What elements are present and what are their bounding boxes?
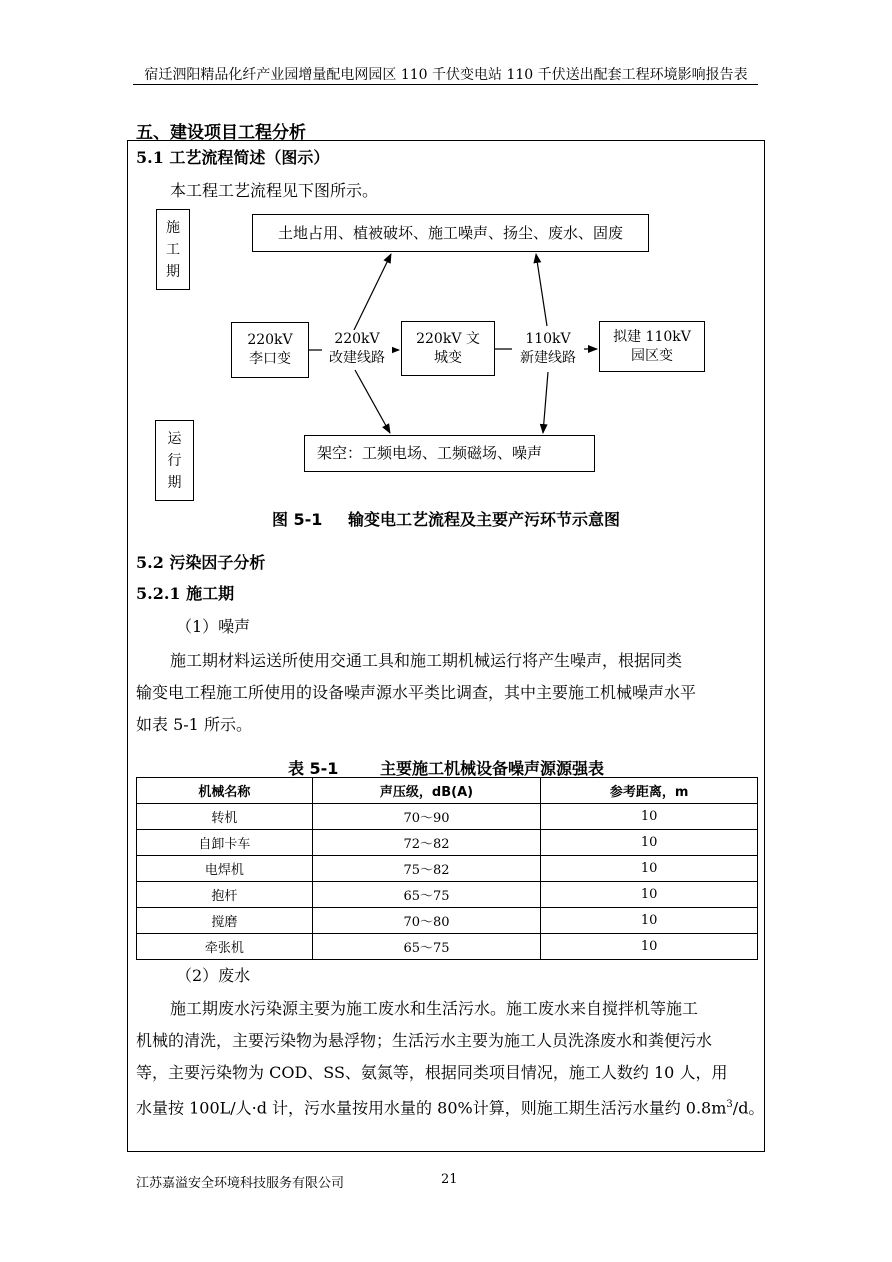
figure-number: 图 5-1 bbox=[271, 510, 323, 529]
node-likou-substation bbox=[231, 322, 309, 378]
item-wastewater-heading: （2）废水 bbox=[176, 966, 251, 985]
edge-label-line: 220kV bbox=[334, 331, 380, 347]
edge-label-110kv-line bbox=[512, 330, 584, 368]
subsection-title-5-2-1: 5.2.1 施工期 bbox=[136, 584, 235, 603]
paragraph-line: 等，主要污染物为 COD、SS、氨氮等，根据同类项目情况，施工人数约 10 人，用 bbox=[136, 1063, 728, 1082]
node-line: 220kV bbox=[247, 332, 293, 348]
phase-operation-char: 行 bbox=[167, 452, 182, 469]
table-cell: 72～82 bbox=[312, 830, 541, 856]
edge-label-line: 110kV bbox=[525, 331, 571, 347]
node-line: 220kV 文 bbox=[416, 330, 480, 347]
table-cell: 抱杆 bbox=[137, 882, 313, 908]
table-cell: 70～90 bbox=[312, 804, 541, 830]
node-park-substation bbox=[599, 321, 705, 372]
table-cell: 自卸卡车 bbox=[137, 830, 313, 856]
subsection-title-5-1: 5.1 工艺流程简述（图示） bbox=[136, 148, 330, 167]
node-line: 城变 bbox=[434, 349, 462, 366]
table-cell: 10 bbox=[541, 882, 758, 908]
node-line: 李口变 bbox=[249, 351, 291, 367]
table-cell: 电焊机 bbox=[137, 856, 313, 882]
footer-company: 江苏嘉溢安全环境科技服务有限公司 bbox=[136, 1176, 345, 1191]
phase-construction-box bbox=[156, 209, 190, 290]
flow-intro-text: 本工程工艺流程见下图所示。 bbox=[170, 181, 379, 200]
item-noise-heading: （1）噪声 bbox=[176, 617, 251, 636]
edge-label-line: 改建线路 bbox=[329, 350, 385, 366]
table-caption bbox=[0, 756, 892, 779]
paragraph-line: 如表 5-1 所示。 bbox=[136, 715, 252, 734]
section-title: 五、建设项目工程分析 bbox=[136, 123, 306, 143]
table-row bbox=[137, 856, 758, 882]
paragraph-line: 机械的清洗，主要污染物为悬浮物；生活污水主要为施工人员洗涤废水和粪便污水 bbox=[136, 1031, 713, 1050]
edge-label-220kv-line bbox=[322, 330, 392, 368]
noise-paragraph bbox=[136, 645, 756, 741]
paragraph-line: 施工期材料运送所使用交通工具和施工期机械运行将产生噪声，根据同类 bbox=[170, 651, 683, 670]
table-row bbox=[137, 830, 758, 856]
last-line-unit: /d。 bbox=[732, 1098, 765, 1118]
phase-operation-box bbox=[155, 420, 194, 501]
header-rule bbox=[133, 84, 758, 85]
paragraph-line: 输变电工程施工所使用的设备噪声源水平类比调查，其中主要施工机械噪声水平 bbox=[136, 683, 697, 702]
phase-construction-char: 施 bbox=[166, 219, 180, 236]
node-wencheng-substation bbox=[401, 321, 495, 376]
paragraph-line: 施工期废水污染源主要为施工废水和生活污水。施工废水来自搅拌机等施工 bbox=[170, 999, 699, 1018]
table-cell: 10 bbox=[541, 856, 758, 882]
column-header: 声压级，dB(A) bbox=[312, 778, 541, 804]
table-cell: 10 bbox=[541, 908, 758, 934]
table-cell: 搅磨 bbox=[137, 908, 313, 934]
table-header-row bbox=[137, 778, 758, 804]
table-cell: 转机 bbox=[137, 804, 313, 830]
operation-impacts-text: 架空：工频电场、工频磁场、噪声 bbox=[317, 444, 543, 462]
subsection-title-5-2: 5.2 污染因子分析 bbox=[136, 553, 266, 572]
figure-caption bbox=[0, 507, 892, 530]
column-header: 参考距离，m bbox=[541, 778, 758, 804]
phase-construction-char: 期 bbox=[166, 263, 180, 280]
table-cell: 10 bbox=[541, 934, 758, 960]
page-number: 21 bbox=[441, 1172, 458, 1187]
wastewater-paragraph bbox=[136, 993, 765, 1124]
unit-superscript: 3 bbox=[726, 1099, 733, 1110]
node-line: 拟建 110kV bbox=[613, 328, 691, 345]
noise-source-table bbox=[136, 777, 758, 960]
table-row bbox=[137, 934, 758, 960]
operation-impacts-box bbox=[304, 435, 595, 472]
node-line: 园区变 bbox=[631, 347, 673, 364]
phase-operation-char: 运 bbox=[167, 430, 182, 447]
paragraph-line-last bbox=[136, 1089, 765, 1124]
phase-operation-char: 期 bbox=[167, 474, 182, 491]
edge-label-line: 新建线路 bbox=[520, 350, 576, 366]
table-row bbox=[137, 882, 758, 908]
running-header: 宿迁泗阳精品化纤产业园增量配电网园区 110 千伏变电站 110 千伏送出配套工程环境影响报告表 bbox=[144, 67, 748, 83]
table-cell: 10 bbox=[541, 804, 758, 830]
table-cell: 65～75 bbox=[312, 934, 541, 960]
construction-impacts-text: 土地占用、植被破坏、施工噪声、扬尘、废水、固废 bbox=[277, 223, 623, 242]
table-cell: 10 bbox=[541, 830, 758, 856]
table-row bbox=[137, 908, 758, 934]
figure-caption-text: 输变电工艺流程及主要产污环节示意图 bbox=[348, 510, 621, 529]
table-row bbox=[137, 804, 758, 830]
table-cell: 牵张机 bbox=[137, 934, 313, 960]
table-cell: 65～75 bbox=[312, 882, 541, 908]
table-caption-text: 主要施工机械设备噪声源源强表 bbox=[380, 759, 605, 778]
table-cell: 75～82 bbox=[312, 856, 541, 882]
table-cell: 70～80 bbox=[312, 908, 541, 934]
column-header: 机械名称 bbox=[137, 778, 313, 804]
table-number: 表 5-1 bbox=[287, 759, 339, 778]
phase-construction-char: 工 bbox=[166, 241, 180, 258]
construction-impacts-box bbox=[252, 214, 649, 252]
last-line-main: 水量按 100L/人·d 计，污水量按用水量的 80%计算，则施工期生活污水量约 0.8m bbox=[136, 1098, 727, 1118]
